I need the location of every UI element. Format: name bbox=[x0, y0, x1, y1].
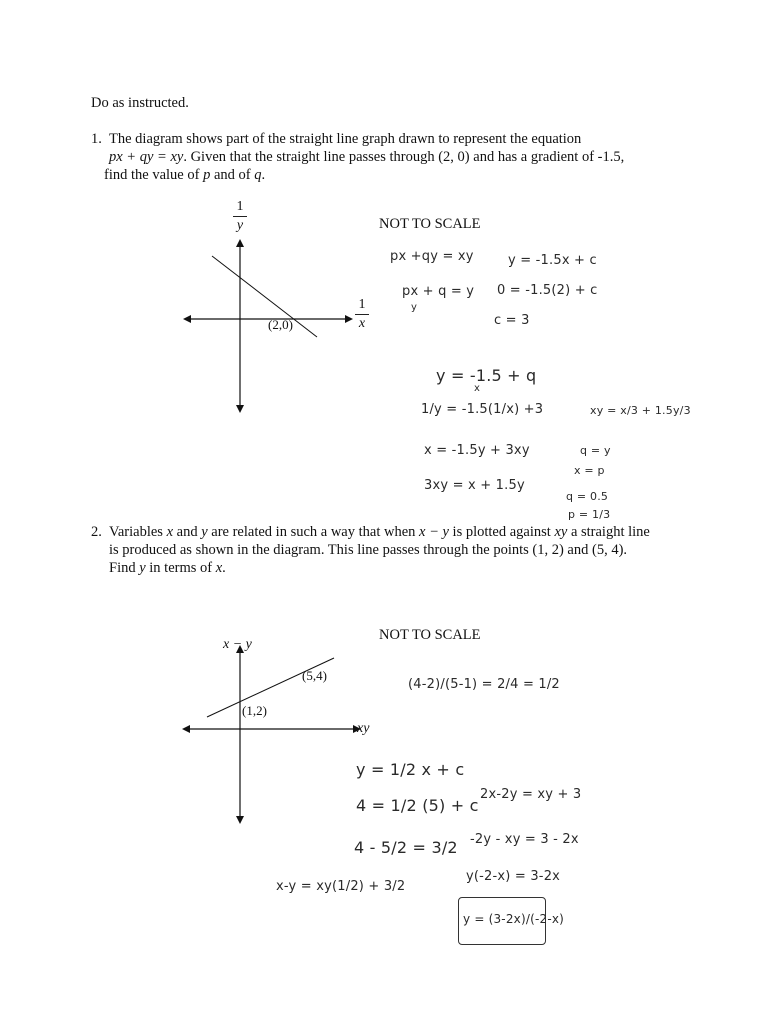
q1-work-9: 3xy = x + 1.5y bbox=[424, 478, 525, 493]
q2-work-6: 2x-2y = xy + 3 bbox=[480, 787, 582, 802]
q2-eq: x − y bbox=[419, 524, 449, 540]
q1-line1: The diagram shows part of the straight line graph drawn to represent the equation bbox=[109, 131, 582, 147]
q1-work-5: c = 3 bbox=[494, 313, 530, 328]
q2-number: 2. bbox=[91, 524, 102, 540]
q2-x-axis-label: xy bbox=[357, 721, 370, 736]
q1-not-to-scale: NOT TO SCALE bbox=[379, 216, 481, 232]
q1-work-8: x = -1.5y + 3xy bbox=[424, 443, 530, 458]
q2-l1-c: are related in such a way that when bbox=[207, 524, 420, 540]
q1-work-6: y = -1.5 + q bbox=[436, 366, 537, 385]
q2-work-9: y = (3-2x)/(-2-x) bbox=[463, 912, 565, 926]
q2-work-5: x-y = xy(1/2) + 3/2 bbox=[276, 879, 406, 894]
q1-var-q: q bbox=[254, 167, 262, 183]
q1-work-7: 1/y = -1.5(1/x) +3 bbox=[421, 402, 544, 417]
q2-l1-a: Variables bbox=[109, 524, 167, 540]
q1-work-3a: px + q = y bbox=[402, 284, 475, 299]
q2-work-4: 4 - 5/2 = 3/2 bbox=[354, 838, 458, 857]
q2-var-x: x bbox=[166, 524, 174, 540]
q2-l1-b: and bbox=[173, 524, 202, 540]
q2-work-7: -2y - xy = 3 - 2x bbox=[470, 832, 579, 847]
q2-work-3: 4 = 1/2 (5) + c bbox=[356, 796, 479, 815]
q1-work-6b: x bbox=[474, 383, 481, 394]
q2-var-y: y bbox=[201, 524, 208, 540]
q1-work-11: q = y bbox=[580, 444, 611, 457]
q2-l3-a: Find bbox=[109, 560, 140, 576]
q1-x-axis-label bbox=[355, 297, 369, 332]
q2-work-2: y = 1/2 x + c bbox=[356, 760, 465, 779]
q2-l3-b: in terms of bbox=[145, 560, 216, 576]
q1-point-label: (2,0) bbox=[268, 317, 293, 332]
q1-work-10: xy = x/3 + 1.5y/3 bbox=[590, 404, 691, 417]
q2-work-8: y(-2-x) = 3-2x bbox=[466, 869, 561, 884]
q1-work-2: y = -1.5x + c bbox=[508, 253, 597, 268]
q2-l1-e: a straight line bbox=[567, 524, 650, 540]
q2-var-xy: xy bbox=[554, 524, 568, 540]
q2-point-b-label: (1,2) bbox=[242, 703, 267, 718]
q1-line3-a: find the value of bbox=[104, 167, 204, 183]
q2-point-a-label: (5,4) bbox=[302, 668, 327, 683]
q1-work-3b: y bbox=[411, 302, 418, 313]
q2-line3 bbox=[109, 559, 226, 577]
q2-work-1: (4-2)/(5-1) = 2/4 = 1/2 bbox=[408, 677, 560, 692]
q1-y-num: 1 bbox=[236, 199, 244, 214]
q1-work-4: 0 = -1.5(2) + c bbox=[497, 283, 598, 298]
q1-work-14: p = 1/3 bbox=[568, 508, 611, 521]
q1-var-p: p bbox=[203, 167, 211, 183]
q1-y-axis-label bbox=[233, 199, 247, 234]
q1-work-12: x = p bbox=[574, 464, 605, 477]
q2-y-axis-label: x − y bbox=[223, 637, 252, 652]
q2-l3-y: y bbox=[139, 560, 146, 576]
q1-work-13: q = 0.5 bbox=[566, 490, 609, 503]
q2-line1 bbox=[109, 523, 650, 541]
q2-l3-x: x bbox=[215, 560, 223, 576]
q1-line3-b: and of bbox=[210, 167, 255, 183]
q1-work-1: px +qy = xy bbox=[390, 249, 474, 264]
q1-equation: px + qy = xy bbox=[109, 149, 184, 165]
q2-l1-d: is plotted against bbox=[448, 524, 555, 540]
q1-x-bar bbox=[355, 314, 369, 315]
q1-line bbox=[212, 256, 317, 337]
q1-line2-rest: . Given that the straight line passes through (2, 0) and has a gradient of -1.5, bbox=[183, 149, 625, 165]
q1-number: 1. bbox=[91, 131, 102, 147]
instruction: Do as instructed. bbox=[91, 95, 189, 111]
q2-line2: is produced as shown in the diagram. This line passes through the points (1, 2) and (5, 4). bbox=[109, 542, 628, 558]
q1-line3-c: . bbox=[261, 167, 266, 183]
q2-l3-c: . bbox=[222, 560, 226, 576]
q1-x-den: x bbox=[358, 316, 366, 331]
q2-not-to-scale: NOT TO SCALE bbox=[379, 627, 481, 643]
q1-y-den: y bbox=[236, 218, 244, 233]
q1-y-bar bbox=[233, 216, 247, 217]
q1-x-num: 1 bbox=[358, 297, 366, 312]
